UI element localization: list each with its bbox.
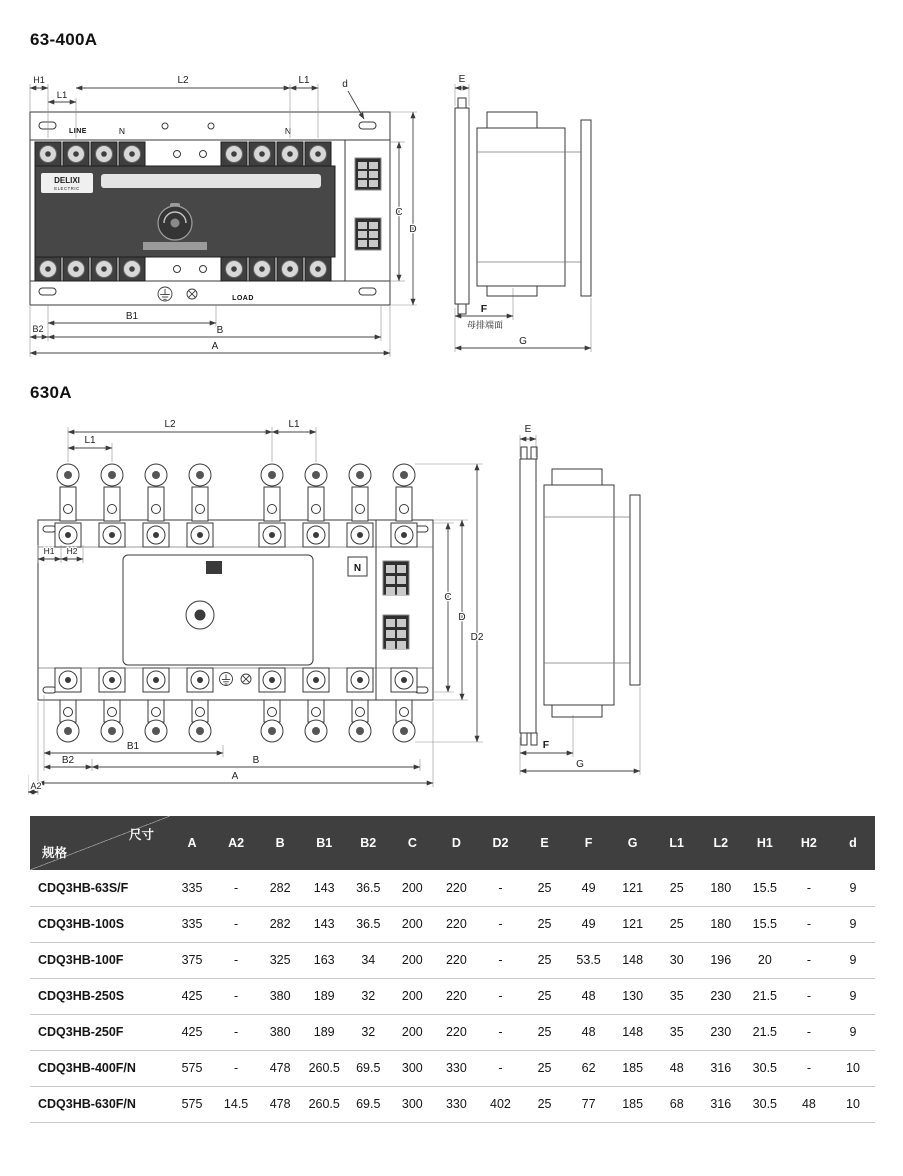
value-cell: 230 [699,978,743,1014]
front-view-630a [38,464,433,742]
value-cell: 35 [655,1014,699,1050]
column-header: F [567,816,611,870]
value-cell: 200 [390,870,434,906]
value-cell: 330 [434,1086,478,1122]
aux-connector-blocks [383,561,409,649]
value-cell: 25 [523,870,567,906]
value-cell: 48 [567,1014,611,1050]
column-header: H1 [743,816,787,870]
value-cell: 25 [523,1086,567,1122]
value-cell: 300 [390,1050,434,1086]
value-cell: 21.5 [743,1014,787,1050]
value-cell: 48 [787,1086,831,1122]
value-cell: 9 [831,906,875,942]
value-cell: 48 [655,1050,699,1086]
screw-icon [241,674,251,684]
table-corner-cell [30,816,170,870]
dim-g: G [519,336,527,347]
value-cell: 325 [258,942,302,978]
value-cell: 316 [699,1050,743,1086]
section-title-630a: 630A [30,383,72,402]
brand-electric: ELECTRIC [54,186,80,191]
value-cell: 68 [655,1086,699,1122]
value-cell: - [478,1014,522,1050]
dim-c: C [444,592,452,603]
value-cell: 49 [567,870,611,906]
value-cell: 196 [699,942,743,978]
load-terminal-label: LOAD [232,295,254,302]
value-cell: 9 [831,1014,875,1050]
value-cell: 185 [611,1050,655,1086]
model-cell: CDQ3HB-250F [30,1014,170,1050]
value-cell: 230 [699,1014,743,1050]
value-cell: - [214,906,258,942]
value-cell: 330 [434,1050,478,1086]
neutral-label-left: N [118,126,126,136]
value-cell: 10 [831,1050,875,1086]
value-cell: 25 [523,1050,567,1086]
value-cell: - [478,906,522,942]
column-header: D2 [478,816,522,870]
value-cell: 185 [611,1086,655,1122]
dim-b: B [252,755,260,766]
value-cell: 478 [258,1050,302,1086]
dim-l1-left: L1 [84,435,96,446]
dim-e: E [524,424,532,435]
column-header: B1 [302,816,346,870]
value-cell: 36.5 [346,870,390,906]
value-cell: 121 [611,906,655,942]
value-cell: 260.5 [302,1050,346,1086]
model-cell: CDQ3HB-100S [30,906,170,942]
dim-b1: B1 [125,311,139,322]
earth-icon [158,287,172,301]
value-cell: 282 [258,870,302,906]
dim-a: A [211,341,219,352]
value-cell: - [214,1050,258,1086]
table-row [30,978,875,1014]
corner-label-dimension: 尺寸 [128,828,154,842]
dim-f: F [480,303,488,315]
value-cell: 25 [523,942,567,978]
value-cell: 316 [699,1086,743,1122]
value-cell: 478 [258,1086,302,1122]
table-row [30,870,875,906]
column-header: B [258,816,302,870]
brand-delixi: DELIXI [54,176,80,185]
side-view-63-400a [455,74,591,352]
dim-d-hole: d [342,79,348,90]
value-cell: 49 [567,906,611,942]
value-cell: 335 [170,870,214,906]
value-cell: 21.5 [743,978,787,1014]
value-cell: 53.5 [567,942,611,978]
value-cell: 143 [302,906,346,942]
column-header: A2 [214,816,258,870]
value-cell: 375 [170,942,214,978]
value-cell: - [787,906,831,942]
side-view-630a [520,424,640,775]
terminal-row-bottom [35,257,331,281]
value-cell: 69.5 [346,1086,390,1122]
value-cell: 34 [346,942,390,978]
column-header: L1 [655,816,699,870]
dim-b1: B1 [126,741,140,752]
value-cell: 220 [434,942,478,978]
value-cell: - [478,1050,522,1086]
model-cell: CDQ3HB-400F/N [30,1050,170,1086]
value-cell: 189 [302,978,346,1014]
dim-d: D [458,612,466,623]
value-cell: 62 [567,1050,611,1086]
value-cell: - [478,942,522,978]
value-cell: 20 [743,942,787,978]
screw-icon [187,289,197,299]
column-header: D [434,816,478,870]
dim-a: A [231,771,239,782]
value-cell: 48 [567,978,611,1014]
value-cell: 30.5 [743,1050,787,1086]
model-cell: CDQ3HB-100F [30,942,170,978]
section-title-63-400a: 63-400A [30,30,98,49]
value-cell: 77 [567,1086,611,1122]
column-header: E [523,816,567,870]
value-cell: - [214,978,258,1014]
value-cell: 189 [302,1014,346,1050]
value-cell: 15.5 [743,906,787,942]
value-cell: 380 [258,1014,302,1050]
dim-l2: L2 [177,75,189,86]
dim-f: F [542,739,550,751]
drawing-63-400a [25,70,645,370]
dim-l1-left: L1 [56,90,68,101]
dim-g: G [576,759,584,770]
value-cell: 36.5 [346,906,390,942]
column-header: H2 [787,816,831,870]
value-cell: - [214,870,258,906]
terminal-row-top [55,523,417,547]
busbar-terminals-top [57,464,415,521]
earth-icon [220,673,233,686]
value-cell: 14.5 [214,1086,258,1122]
dim-c: C [395,207,403,218]
value-cell: 25 [523,906,567,942]
column-header: C [390,816,434,870]
table-header-row [30,816,875,870]
value-cell: 69.5 [346,1050,390,1086]
model-cell: CDQ3HB-63S/F [30,870,170,906]
value-cell: 300 [390,1086,434,1122]
value-cell: 402 [478,1086,522,1122]
front-view-63-400a [30,112,390,305]
value-cell: 200 [390,906,434,942]
dim-e: E [458,74,466,85]
model-cell: CDQ3HB-630F/N [30,1086,170,1122]
value-cell: 9 [831,978,875,1014]
value-cell: 25 [523,1014,567,1050]
value-cell: 180 [699,906,743,942]
value-cell: 121 [611,870,655,906]
value-cell: 9 [831,942,875,978]
neutral-label: N [353,563,362,574]
dim-h1: H1 [43,546,55,556]
dim-b: B [216,325,224,336]
dim-a2: A2 [30,781,42,791]
value-cell: 148 [611,942,655,978]
dim-d: D [409,224,417,235]
value-cell: - [787,1014,831,1050]
aux-connector-blocks [355,158,381,250]
value-cell: 200 [390,978,434,1014]
value-cell: 200 [390,942,434,978]
dim-b2: B2 [61,755,75,766]
value-cell: - [787,870,831,906]
value-cell: 25 [655,906,699,942]
value-cell: 32 [346,1014,390,1050]
dim-b2: B2 [32,324,44,334]
value-cell: 163 [302,942,346,978]
model-cell: CDQ3HB-250S [30,978,170,1014]
terminal-row-top [35,142,331,166]
value-cell: 380 [258,978,302,1014]
dim-h2: H2 [66,546,78,556]
value-cell: 30 [655,942,699,978]
value-cell: 143 [302,870,346,906]
value-cell: - [214,942,258,978]
busbar-face-label: 母排端面 [466,320,504,330]
value-cell: - [478,870,522,906]
value-cell: 180 [699,870,743,906]
value-cell: - [787,1050,831,1086]
dim-l1-right: L1 [288,419,300,430]
corner-label-spec: 规格 [42,846,68,860]
value-cell: 25 [523,978,567,1014]
line-terminal-label: LINE [69,128,87,135]
table-row [30,906,875,942]
neutral-label-right: N [284,126,292,136]
busbar-terminals-bottom [57,700,415,742]
value-cell: 220 [434,1014,478,1050]
drawing-630a [28,415,673,800]
value-cell: - [214,1014,258,1050]
value-cell: 32 [346,978,390,1014]
logo-box [206,561,222,574]
value-cell: 15.5 [743,870,787,906]
value-cell: 260.5 [302,1086,346,1122]
value-cell: - [478,978,522,1014]
dim-l1-right: L1 [298,75,310,86]
value-cell: 335 [170,906,214,942]
value-cell: 220 [434,906,478,942]
value-cell: 148 [611,1014,655,1050]
terminal-row-bottom [55,668,417,692]
value-cell: 35 [655,978,699,1014]
value-cell: 282 [258,906,302,942]
column-header: d [831,816,875,870]
table-row [30,1050,875,1086]
value-cell: 30.5 [743,1086,787,1122]
column-header: A [170,816,214,870]
value-cell: 25 [655,870,699,906]
column-header: L2 [699,816,743,870]
dim-d2: D2 [470,632,484,643]
value-cell: 575 [170,1086,214,1122]
value-cell: 220 [434,978,478,1014]
table-row [30,1086,875,1122]
value-cell: 575 [170,1050,214,1086]
value-cell: 200 [390,1014,434,1050]
value-cell: 130 [611,978,655,1014]
value-cell: 425 [170,1014,214,1050]
dim-h1: H1 [33,75,45,85]
value-cell: 9 [831,870,875,906]
value-cell: - [787,942,831,978]
table-row [30,942,875,978]
column-header: G [611,816,655,870]
column-header: B2 [346,816,390,870]
dimensions-table [30,816,875,1123]
table-body [30,870,875,1122]
value-cell: 220 [434,870,478,906]
value-cell: - [787,978,831,1014]
table-row [30,1014,875,1050]
value-cell: 10 [831,1086,875,1122]
dim-l2: L2 [164,419,176,430]
value-cell: 425 [170,978,214,1014]
